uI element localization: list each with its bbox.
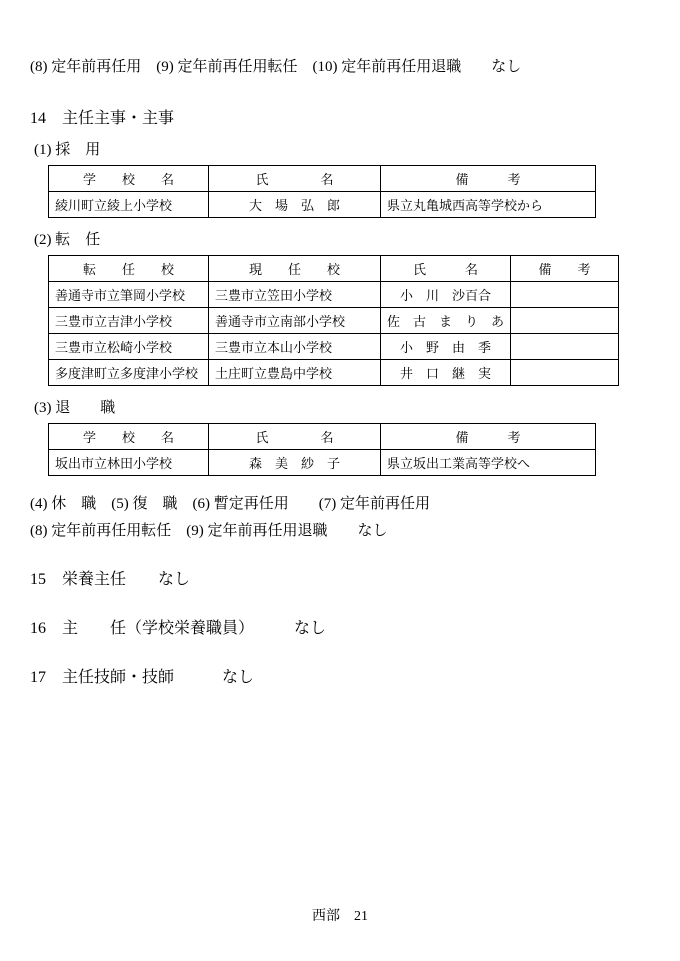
note-line-1: (4) 休 職 (5) 復 職 (6) 暫定再任用 (7) 定年前再任用 — [30, 495, 430, 512]
subsection-heading-transfer: (2) 転 任 — [34, 231, 101, 248]
cell-remarks — [511, 307, 619, 333]
top-continuation-line: (8) 定年前再任用 (9) 定年前再任用転任 (10) 定年前再任用退職 なし — [30, 59, 522, 75]
section-heading-15: 15 栄養主任 なし — [30, 570, 191, 588]
cell-new-school: 善通寺市立筆岡小学校 — [49, 281, 209, 307]
table-row — [49, 307, 619, 333]
cell-school: 綾川町立綾上小学校 — [49, 191, 209, 217]
cell-current-school: 土庄町立豊島中学校 — [209, 359, 381, 385]
table-header-row — [49, 423, 596, 449]
cell-remarks — [511, 333, 619, 359]
table-row — [49, 281, 619, 307]
table-header-row — [49, 165, 596, 191]
cell-current-school: 三豊市立本山小学校 — [209, 333, 381, 359]
table-row — [49, 191, 596, 217]
column-header-name: 氏 名 — [209, 423, 381, 449]
section-heading-16: 16 主 任（学校栄養職員） なし — [30, 619, 327, 637]
cell-current-school: 善通寺市立南部小学校 — [209, 307, 381, 333]
cell-new-school: 三豊市立吉津小学校 — [49, 307, 209, 333]
cell-new-school: 多度津町立多度津小学校 — [49, 359, 209, 385]
table-row — [49, 359, 619, 385]
cell-name: 森 美 紗 子 — [209, 449, 381, 475]
cell-name: 大 場 弘 郎 — [209, 191, 381, 217]
page-footer: 西部 21 — [312, 909, 368, 924]
cell-name: 井 口 継 実 — [381, 359, 511, 385]
column-header-new-school: 転 任 校 — [49, 255, 209, 281]
table-header-row — [49, 255, 619, 281]
column-header-remarks: 備 考 — [381, 423, 596, 449]
column-header-school: 学 校 名 — [49, 423, 209, 449]
cell-remarks: 県立坂出工業高等学校へ — [381, 449, 596, 475]
note-line-2: (8) 定年前再任用転任 (9) 定年前再任用退職 なし — [30, 522, 388, 539]
column-header-remarks: 備 考 — [511, 255, 619, 281]
cell-name: 佐 古 ま り あ — [381, 307, 511, 333]
section-heading-14: 14 主任主事・主事 — [30, 109, 175, 127]
column-header-name: 氏 名 — [209, 165, 381, 191]
column-header-school: 学 校 名 — [49, 165, 209, 191]
cell-new-school: 三豊市立松崎小学校 — [49, 333, 209, 359]
subsection-heading-retirement: (3) 退 職 — [34, 399, 116, 416]
column-header-current-school: 現 任 校 — [209, 255, 381, 281]
table-adoption — [48, 165, 596, 218]
cell-name: 小 川 沙百合 — [381, 281, 511, 307]
cell-name: 小 野 由 季 — [381, 333, 511, 359]
column-header-name: 氏 名 — [381, 255, 511, 281]
cell-school: 坂出市立林田小学校 — [49, 449, 209, 475]
table-retirement — [48, 423, 596, 476]
subsection-heading-adoption: (1) 採 用 — [34, 141, 101, 158]
cell-remarks: 県立丸亀城西高等学校から — [381, 191, 596, 217]
table-transfer — [48, 255, 619, 386]
cell-remarks — [511, 359, 619, 385]
table-row — [49, 449, 596, 475]
section-heading-17: 17 主任技師・技師 なし — [30, 668, 255, 686]
table-row — [49, 333, 619, 359]
cell-remarks — [511, 281, 619, 307]
cell-current-school: 三豊市立笠田小学校 — [209, 281, 381, 307]
column-header-remarks: 備 考 — [381, 165, 596, 191]
